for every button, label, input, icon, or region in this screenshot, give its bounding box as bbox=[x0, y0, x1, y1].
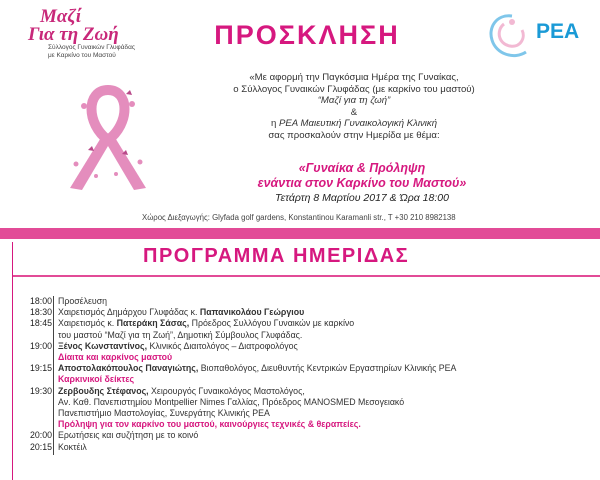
schedule-time: 20:00 bbox=[29, 430, 52, 441]
schedule-bold: Ζερβουδης Στέφανος, bbox=[58, 385, 149, 396]
rea-swirl-icon bbox=[482, 10, 542, 66]
schedule-description bbox=[58, 307, 588, 318]
intro-line2: ο Σύλλογος Γυναικών Γλυφάδας (με καρκίνο του μαστού) bbox=[233, 83, 475, 95]
logo-wordmark bbox=[28, 8, 156, 44]
schedule-rest: Πρόεδρος Συλλόγου Γυναικών με καρκίνο bbox=[189, 318, 355, 329]
event-topic bbox=[190, 161, 534, 191]
schedule-time: 18:30 bbox=[29, 307, 52, 318]
schedule-description bbox=[58, 363, 588, 374]
program-divider bbox=[13, 275, 600, 277]
pink-ribbon-icon bbox=[56, 84, 160, 196]
schedule-time: 18:00 bbox=[29, 296, 52, 306]
logo-sub2: με Καρκίνο του Μαστού bbox=[48, 52, 116, 59]
schedule-bold: Αποστολακόπουλος Παναγιώτης, bbox=[58, 363, 199, 374]
intro-line1: «Με αφορμή την Παγκόσμια Ημέρα της Γυναίκας, bbox=[249, 72, 459, 83]
intro-line4: & bbox=[350, 106, 358, 118]
schedule-time: 19:00 bbox=[29, 340, 52, 351]
schedule-description bbox=[58, 408, 588, 419]
page-title: ΠΡΟΣΚΛΗΣΗ bbox=[214, 20, 400, 50]
schedule-description bbox=[58, 442, 588, 453]
schedule-description bbox=[58, 386, 588, 397]
schedule-text: Πανεπιστήμιο Μαστολογίας, Συνεργάτης Κλινικής ΡΕΑ bbox=[58, 408, 270, 418]
schedule-description bbox=[58, 430, 588, 441]
intro-line5-prefix: η bbox=[270, 118, 277, 130]
event-venue: Χώρος Διεξαγωγής: Glyfada golf gardens, Konstantinou Karamanli str., T +30 210 8982138 bbox=[142, 213, 456, 222]
invitation-header-section bbox=[0, 0, 600, 226]
logo-line2: Για τη Ζωή bbox=[28, 24, 119, 45]
intro-line5 bbox=[170, 118, 538, 130]
program-title-bar bbox=[13, 242, 600, 270]
schedule-text: Χειρουργός Γυναικολόγος Μαστολόγος, bbox=[148, 385, 305, 396]
program-section bbox=[12, 242, 600, 480]
schedule-text: Χαιρετισμός κ. bbox=[58, 318, 117, 329]
schedule-text: Κλινικός Διαιτολόγος – Διατροφολόγος bbox=[147, 340, 298, 351]
schedule-description bbox=[58, 374, 588, 385]
schedule-text: Αν. Καθ. Πανεπιστημίου Montpellier Nimes Γαλλίας, Πρόεδρος MANOSMED Μεσογειακό bbox=[58, 396, 405, 407]
intro-line6: σας προσκαλούν στην Ημερίδα με θέμα: bbox=[268, 129, 440, 141]
invitation-intro bbox=[170, 72, 538, 142]
event-date: Τετάρτη 8 Μαρτίου 2017 & Ώρα 18:00 bbox=[275, 192, 449, 204]
topic-line2: ενάντια στον Καρκίνο του Μαστού» bbox=[257, 176, 467, 190]
schedule-bold: Παπανικολάου Γεώργιου bbox=[199, 307, 305, 318]
schedule-text: Ερωτήσεις και συζήτηση με το κοινό bbox=[58, 430, 199, 441]
schedule-text: Χαιρετισμός Δημάρχου Γλυφάδας κ. bbox=[58, 307, 200, 318]
schedule-description bbox=[58, 296, 588, 307]
schedule-time: 19:30 bbox=[29, 385, 52, 396]
schedule-pink: Δίαιτα και καρκίνος μαστού bbox=[58, 352, 173, 362]
schedule-description bbox=[58, 318, 588, 329]
schedule-vertical-rule bbox=[53, 296, 54, 455]
rea-name: ΡΕΑ bbox=[536, 20, 580, 43]
intro-line3: “Μαζί για τη ζωή” bbox=[317, 95, 391, 107]
schedule-bold: Ξένος Κωνσταντίνος, bbox=[58, 340, 148, 351]
intro-line5-em: ΡΕΑ Μαιευτική Γυναικολογική Κλινική bbox=[278, 118, 438, 130]
topic-line1: «Γυναίκα & Πρόληψη bbox=[298, 161, 426, 175]
schedule-text: Προσέλευση bbox=[58, 296, 108, 306]
schedule-pink: Πρόληψη για τον καρκίνο του μαστού, καινούργιες τεχνικές & θεραπείες. bbox=[58, 419, 361, 430]
schedule-description bbox=[58, 330, 588, 341]
mazi-gia-ti-zoi-logo bbox=[28, 8, 156, 70]
schedule-description bbox=[58, 352, 588, 363]
schedule-text: Κοκτέιλ bbox=[58, 441, 87, 452]
schedule-description bbox=[58, 341, 588, 352]
program-title: ΠΡΟΓΡΑΜΜΑ ΗΜΕΡΙΔΑΣ bbox=[143, 245, 410, 267]
schedule-time: 18:45 bbox=[29, 318, 52, 329]
schedule-text: του μαστού “Μαζί για τη Ζωή”, Δημοτική Σύμβουλος Γλυφάδας. bbox=[58, 329, 303, 340]
schedule-description bbox=[58, 397, 588, 408]
logo-line1: Μαζί bbox=[40, 6, 82, 27]
schedule-time: 19:15 bbox=[29, 363, 52, 374]
logo-subtitle bbox=[48, 44, 158, 60]
schedule-bold: Πατεράκη Σάσας, bbox=[116, 318, 190, 329]
schedule-time: 20:15 bbox=[29, 441, 52, 452]
schedule-pink: Καρκινικοί δείκτες bbox=[58, 374, 135, 385]
schedule-description bbox=[58, 419, 588, 430]
rea-clinic-logo bbox=[482, 10, 592, 66]
logo-sub1: Σύλλογος Γυναικών Γλυφάδας bbox=[48, 44, 135, 51]
schedule-text: Βιοπαθολόγος, Διευθυντής Κεντρικών Εργαστηρίων Κλινικής ΡΕΑ bbox=[198, 363, 457, 374]
pink-divider-band bbox=[0, 228, 600, 239]
